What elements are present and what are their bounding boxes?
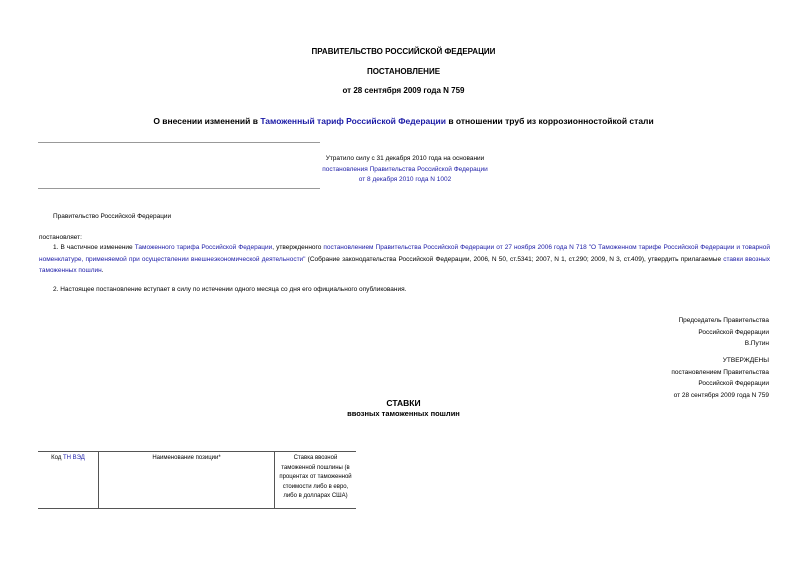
paragraph-2: 2. Настоящее постановление вступает в силу по истечении одного месяца со дня его официального опубликования. [53, 286, 407, 293]
p1-text: (Собрание законодательства Российской Федерации, 2006, N 50, ст.5341; 2007, N 1, ст.290; 2009, N 3, ст.409), утвердить прилагаемые [305, 255, 724, 263]
signature-name: В.Путин [744, 340, 769, 347]
approval-line: постановлением Правительства [671, 368, 769, 376]
approval-line: от 28 сентября 2009 года N 759 [673, 391, 769, 399]
signature-block [678, 315, 769, 350]
annex-title: СТАВКИ [386, 398, 421, 408]
header-cell-name: Наименование позиции* [99, 452, 275, 509]
repeal-decree-date-link[interactable]: от 8 декабря 2010 года N 1002 [358, 176, 452, 183]
table-header-row [38, 452, 356, 509]
title-suffix: в отношении труб из коррозионностойкой стали [445, 116, 654, 126]
document-title [0, 116, 807, 126]
intro-text: Правительство Российской Федерации [53, 213, 172, 220]
header-cell-rate: Ставка ввозной таможенной пошлины (в процентах от таможенной стоимости либо в евро, либо в долларах США) [275, 452, 357, 509]
decree-718-link[interactable]: постановлением Правительства Российской Федерации от 27 ноября 2006 года N 718 "О Таможенном тарифе Российской Федерации и товарной номенклатуре, применяемой при осуществлении внешнеэкономической деятельности" [39, 244, 771, 263]
duty-rates-table [38, 451, 356, 509]
approval-heading: УТВЕРЖДЕНЫ [722, 357, 769, 364]
customs-tariff-link[interactable]: Таможенного тарифа Российской Федерации [134, 244, 273, 251]
title-tariff-link[interactable]: Таможенный тариф Российской Федерации [260, 116, 446, 126]
document-date-number: от 28 сентября 2009 года N 759 [342, 86, 465, 95]
p1-text: . [101, 267, 104, 274]
status-bottom-rule [38, 188, 320, 189]
repeal-decree-link[interactable]: постановления Правительства Российской Федерации [322, 165, 488, 173]
signature-position: Председатель Правительства [678, 317, 769, 324]
title-prefix: О внесении изменений в [153, 116, 261, 126]
document-type: ПОСТАНОВЛЕНИЕ [366, 67, 441, 76]
status-top-rule [38, 142, 320, 143]
p1-text: , утвержденного [272, 244, 324, 251]
annex-subtitle: ввозных таможенных пошлин [347, 409, 460, 418]
status-note [245, 154, 565, 186]
status-note-line: Утратило силу с 31 декабря 2010 года на основании [325, 155, 485, 162]
paragraph-1 [39, 242, 770, 277]
header-cell-code [38, 452, 99, 509]
approval-line: Российской Федерации [698, 380, 769, 387]
header-code-prefix: Код [51, 455, 64, 461]
government-name: ПРАВИТЕЛЬСТВО РОССИЙСКОЙ ФЕДЕРАЦИИ [311, 47, 496, 56]
import-duty-rates-link[interactable]: ставки ввозных таможенных пошлин [39, 255, 771, 274]
approval-block [671, 355, 769, 401]
signature-country: Российской Федерации [698, 328, 769, 336]
p1-text: 1. В частичное изменение [53, 244, 135, 251]
decrees-text: постановляет: [39, 234, 82, 241]
tn-ved-link[interactable]: ТН ВЭД [63, 455, 85, 461]
